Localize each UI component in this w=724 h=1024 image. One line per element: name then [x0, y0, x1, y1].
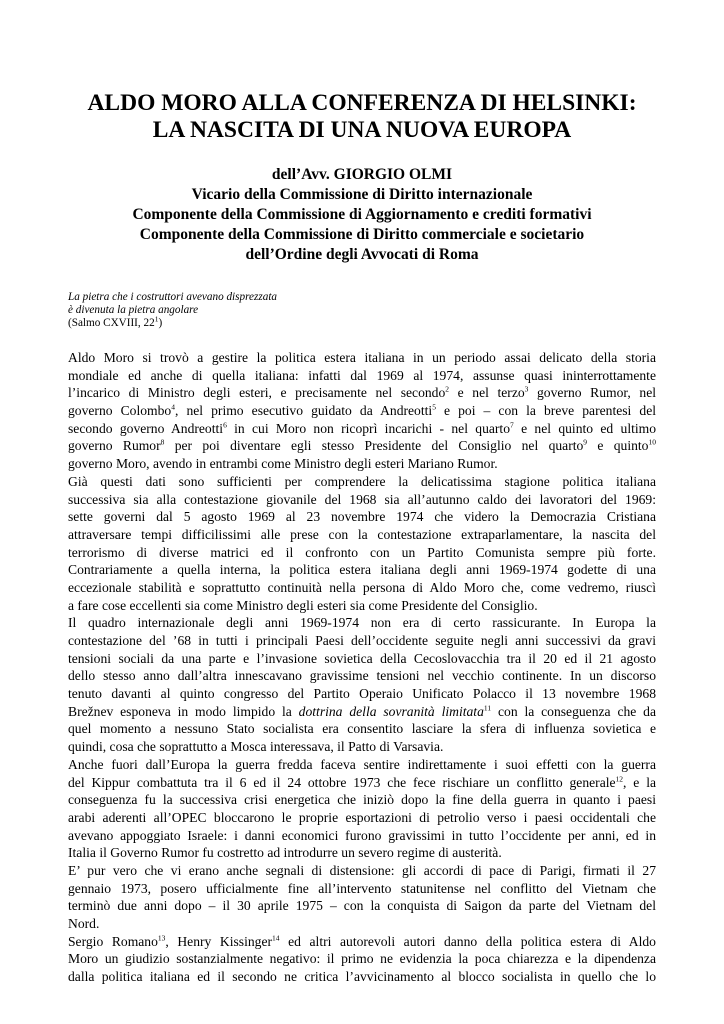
epigraph-source-text: (Salmo CXVIII, 22 — [68, 317, 155, 329]
footnote-ref: 8 — [160, 437, 165, 447]
body-line — [68, 968, 656, 986]
body-text — [68, 349, 656, 986]
body-line — [68, 614, 656, 632]
text-run: , e la — [623, 774, 657, 790]
text-run: successiva sia alla contestazione giovanile del 1968 sia all’autunno caldo dei lavoratori del 1969: — [68, 491, 656, 507]
text-run: in cui Moro non ricoprì incarichi - nel quarto — [226, 420, 511, 436]
text-run: l’incarico di Ministro degli esteri, e precisamente nel secondo — [68, 385, 446, 401]
text-run: conseguenza fu la successiva crisi energetica che iniziò dopo la fine della guerra in quanto i paesi — [68, 792, 656, 808]
author-affiliation: dell’Ordine degli Avvocati di Roma — [245, 246, 479, 263]
footnote-ref: 7 — [510, 420, 514, 430]
body-line — [68, 455, 656, 473]
author-name: dell’Avv. GIORGIO OLMI — [271, 166, 453, 183]
text-run: per poi diventare egli stesso Presidente del Consiglio nel quarto — [164, 438, 584, 454]
body-line — [68, 508, 656, 526]
body-line — [68, 915, 656, 933]
body-line — [68, 491, 656, 509]
text-run: Contrariamente a quella interna, la politica estera italiana degli anni 1969-1974 godette di una — [68, 562, 656, 578]
footnote-ref: 12 — [615, 773, 624, 783]
text-run: con la conseguenza che da — [491, 703, 656, 719]
body-line — [68, 738, 656, 756]
footnote-ref: 9 — [583, 437, 588, 447]
text-run: contestazione del ’68 in tutti i principali Paesi dell’occidente seguite negli anni successivi da gravi — [68, 633, 656, 648]
footnote-ref: 13 — [157, 933, 166, 943]
text-run: a fare cose eccellenti sia come Ministro degli esteri sia come Presidente del Consiglio. — [68, 597, 538, 613]
text-run: quel momento a nessuno Stato socialista era consentito lasciare la sfera di influenza sovietica e — [68, 721, 656, 737]
text-run: terminò due anni dopo – il 30 aprile 1975 – con la conquista di Saigon da parte del Vietnam del — [68, 898, 656, 914]
body-line — [68, 756, 656, 774]
author-role-2: Componente della Commissione di Aggiornamento e crediti formativi — [132, 206, 592, 223]
document-title — [40, 90, 684, 144]
epigraph-line-1: La pietra che i costruttori avevano disprezzata — [68, 291, 278, 303]
body-line — [68, 667, 656, 685]
text-run: sette governi dal 5 agosto 1969 al 23 novembre 1974 che videro la Democrazia Cristiana — [68, 509, 656, 525]
body-line — [68, 544, 656, 562]
author-role-3: Componente della Commissione di Diritto commerciale e societario — [139, 226, 585, 243]
title-line-2: LA NASCITA DI UNA NUOVA EUROPA — [152, 117, 572, 143]
text-run: Sergio Romano — [68, 933, 158, 949]
body-line — [68, 774, 656, 792]
body-line — [68, 844, 656, 862]
text-run: ed altri autorevoli autori danno della politica estera di Aldo — [279, 933, 656, 949]
body-line — [68, 650, 656, 668]
text-run: tensioni sociali da una parte e l’invasione sovietica della Cecoslovacchia tra il 20 ed il 21 agosto — [68, 650, 656, 666]
body-line — [68, 897, 656, 915]
text-run: Aldo Moro si trovò a gestire la politica estera italiana in un periodo assai delicato della storia — [68, 350, 656, 365]
epigraph-line-2: è divenuta la pietra angolare — [68, 304, 199, 316]
text-run: Anche fuori dall’Europa la guerra fredda faceva sentire indirettamente i suoi effetti con la guerra — [68, 756, 656, 772]
footnote-ref: 2 — [445, 384, 450, 394]
body-line — [68, 367, 656, 385]
body-line — [68, 561, 656, 579]
text-run: E’ pur vero che vi erano anche segnali di distensione: gli accordi di pace di Parigi, firmati il 27 — [68, 862, 656, 878]
body-line — [68, 597, 656, 615]
text-run: governo Rumor — [68, 438, 161, 454]
text-run: governo Rumor, nel — [528, 385, 656, 401]
body-line — [68, 437, 656, 455]
author-role-1: Vicario della Commissione di Diritto internazionale — [191, 186, 533, 203]
text-run: arabi aderenti all’OPEC bloccarono le proprie esportazioni di petrolio verso i paesi occidentali che — [68, 809, 656, 825]
body-line — [68, 685, 656, 703]
body-line — [68, 880, 656, 898]
footnote-ref: 5 — [432, 402, 436, 412]
text-run: governo Moro, avendo in entrambi come Ministro degli esteri Mariano Rumor. — [68, 456, 498, 472]
text-run: terrorismo di diverse matrici ed il confronto con un Partito Comunista sempre più forte. — [68, 544, 656, 560]
text-run: Già questi dati sono sufficienti per comprendere la delicatissima stagione politica italiana — [68, 473, 656, 489]
text-run: eccezionale stabilità e soprattutto continuità nella persona di Aldo Moro che, come vedremo, riuscì — [68, 579, 656, 595]
body-line — [68, 402, 656, 420]
body-line — [68, 703, 656, 721]
body-line — [68, 791, 656, 809]
body-line — [68, 809, 656, 827]
text-run: Il quadro internazionale degli anni 1969-1974 non era di certo rassicurante. In Europa la — [68, 615, 656, 631]
body-line — [68, 632, 656, 650]
body-line — [68, 384, 656, 402]
text-run: avevano appoggiato Israele: i danni economici furono gravissimi in tutto l’occidente per anni, ed in — [68, 827, 656, 843]
text-run: gennaio 1973, posero ufficialmente fine all’intervento statunitense nel conflitto del Vietnam che — [68, 880, 656, 896]
text-run: secondo governo Andreotti — [68, 420, 224, 436]
body-line — [68, 933, 656, 951]
epigraph — [68, 291, 277, 330]
text-run: tenuto davanti al quinto congresso del Partito Operaio Unificato Polacco il 13 novembre 1968 — [68, 686, 656, 702]
text-run: , nel primo esecutivo guidato da Andreotti — [174, 403, 433, 419]
text-run: dello stesso anno dall’altra innescavano gravissime tensioni nel vecchio continente. In un discorso — [68, 668, 656, 684]
text-run: e nel terzo — [449, 385, 525, 401]
epigraph-source-close: ) — [158, 317, 163, 329]
epigraph-source — [68, 314, 277, 330]
body-line — [68, 473, 656, 491]
body-line — [68, 950, 656, 968]
footnote-ref: 3 — [524, 384, 529, 394]
footnote-ref: 14 — [272, 933, 280, 943]
text-run: e nel quinto ed ultimo — [513, 420, 657, 436]
text-run: Italia il Governo Rumor fu costretto ad introdurre un severo regime di austerità. — [68, 845, 502, 861]
body-line — [68, 827, 656, 845]
footnote-ref: 10 — [648, 437, 656, 447]
footnote-ref: 6 — [223, 420, 227, 430]
text-run: , Henry Kissinger — [165, 933, 273, 949]
text-run: dottrina della sovranità limitata — [298, 703, 484, 719]
text-run: quindi, cosa che soprattutto a Mosca interessava, il Patto di Varsavia. — [68, 739, 444, 755]
body-line — [68, 579, 656, 597]
body-line — [68, 526, 656, 544]
text-run: dalla politica italiana ed il secondo ne critica l’avvicinamento al blocco socialista in quello che lo — [68, 969, 656, 985]
footnote-ref: 11 — [483, 703, 492, 713]
text-run: Nord. — [68, 916, 100, 931]
text-run: e quinto — [587, 438, 649, 454]
footnote-ref: 1 — [154, 314, 159, 324]
text-run: Moro un giudizio sostanzialmente negativo: il primo ne evidenzia la poca chiarezza e la dipendenza — [68, 951, 656, 967]
text-run: mondiale ed anche di quella italiana: infatti dal 1969 al 1974, assunse quasi ininterrottamente — [68, 367, 656, 383]
title-line-1: ALDO MORO ALLA CONFERENZA DI HELSINKI: — [87, 90, 637, 116]
body-line — [68, 349, 656, 367]
body-line — [68, 862, 656, 880]
text-run: governo Colombo — [68, 403, 172, 419]
body-line — [68, 720, 656, 738]
text-run: Brežnev esponeva in modo limpido la — [68, 703, 299, 719]
text-run: del Kippur combattuta tra il 6 ed il 24 ottobre 1973 che fece rischiare un conflitto generale — [68, 774, 616, 790]
text-run: attraversare tempi difficilissimi alle prese con la contestazione extraparlamentare, la nascita del — [68, 526, 656, 542]
footnote-ref: 4 — [171, 402, 175, 412]
body-line — [68, 420, 656, 438]
text-run: e poi – con la breve parentesi del — [435, 403, 657, 419]
author-block — [40, 165, 684, 265]
